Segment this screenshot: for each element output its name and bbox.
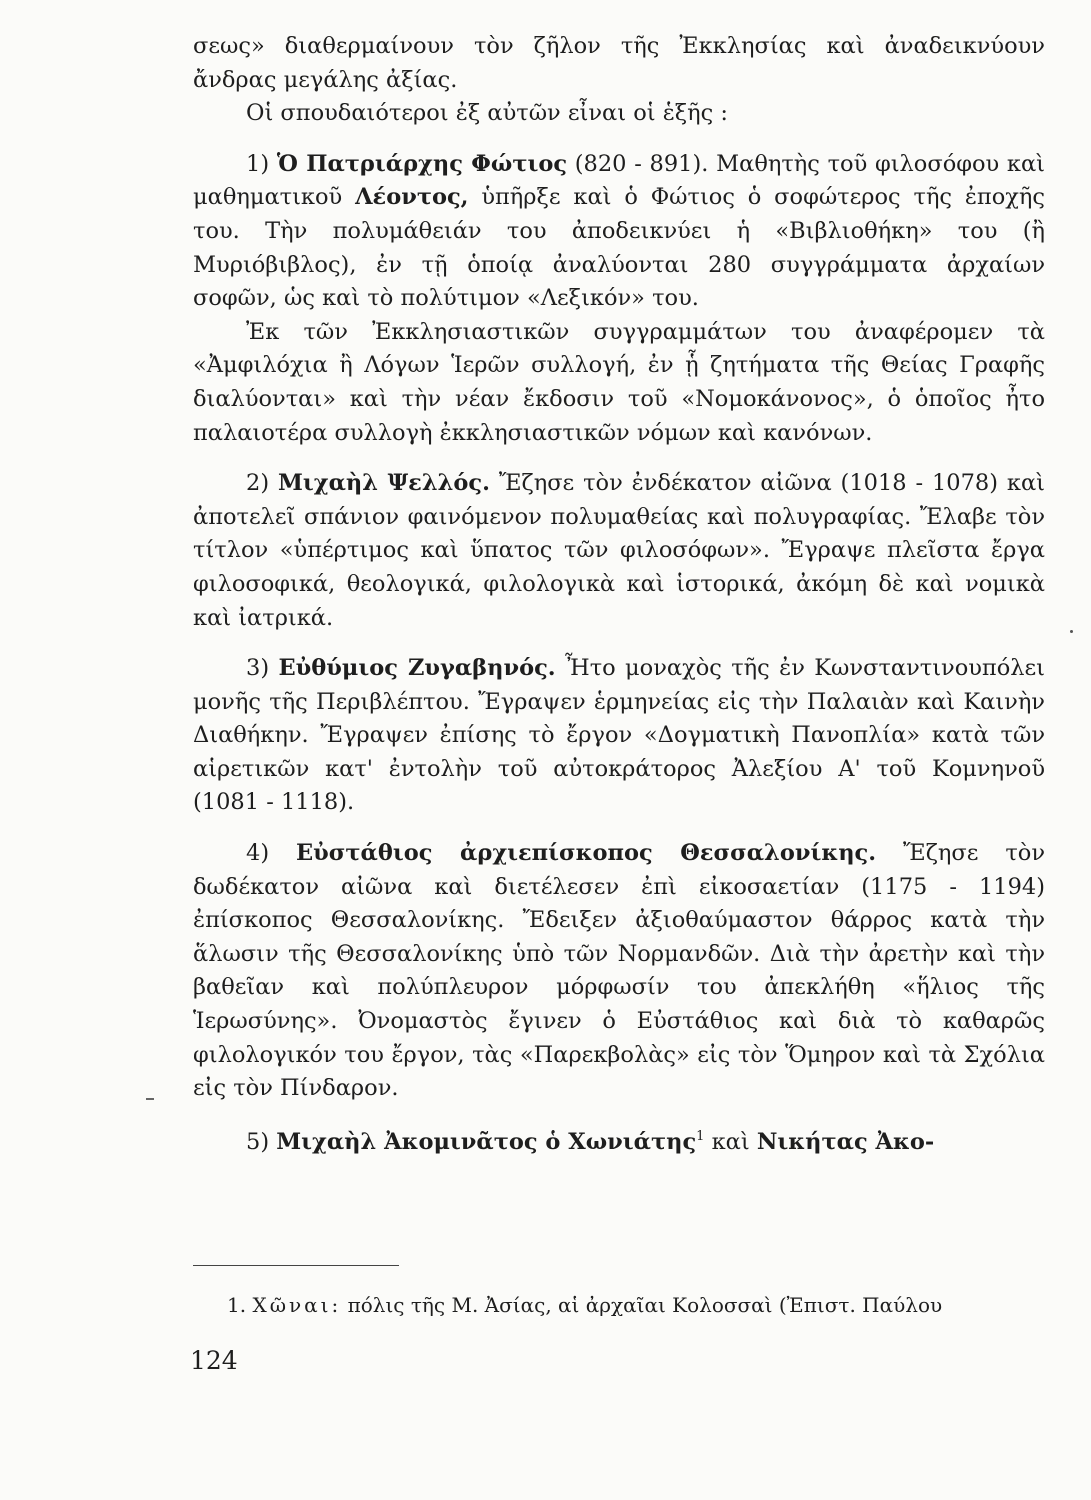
footnote-number: 1. xyxy=(227,1293,253,1317)
paragraph-intro xyxy=(193,97,1045,131)
paragraph-text: ὑπῆρξε καὶ ὁ Φώτιος ὁ σοφώτερος τῆς ἐποχῆς του. Τὴν πολυμάθειάν του ἀποδεικνύει ἡ «Βιβλιοθήκη» του (ἢ Μυριόβιβλος), ἐν τῇ ὁποίᾳ ἀναλύονται 280 συγγράμματα ἀρχαίων σοφῶν, ὡς καὶ τὸ πολύτιμον «Λεξικόν» του. xyxy=(193,184,1045,312)
footnote-marker: 1 xyxy=(696,1128,705,1144)
entry-number: 1) xyxy=(246,150,277,177)
entry-heading: Εὐστάθιος ἀρχιεπίσκοπος Θεσσαλονίκης. xyxy=(296,840,877,867)
body-text xyxy=(193,30,1045,1159)
paragraph-text: Οἱ σπουδαιότεροι ἐξ αὐτῶν εἶναι οἱ ἑξῆς : xyxy=(246,100,728,127)
ink-speck xyxy=(146,1098,154,1100)
entry-heading: Εὐθύμιος Ζυγαβηνός. xyxy=(278,655,556,682)
entry-number: 2) xyxy=(246,470,278,497)
bold-name: Λέοντος, xyxy=(355,184,469,211)
ink-speck xyxy=(1070,630,1073,633)
entry-eustathios xyxy=(193,837,1045,1106)
page-number: 124 xyxy=(190,1346,238,1375)
footnote-term: Χῶναι: xyxy=(252,1293,342,1317)
footnote-divider xyxy=(193,1265,399,1266)
entry-akominatos xyxy=(193,1120,1045,1160)
paragraph-continuation xyxy=(193,30,1045,97)
entry-number: 3) xyxy=(246,655,279,682)
entry-number: 4) xyxy=(246,840,297,867)
entry-photios xyxy=(193,148,1045,316)
paragraph-text: Ἔζησε τὸν ἐνδέκατον αἰῶνα (1018 - 1078) καὶ ἀποτελεῖ σπάνιον φαινόμενον πολυμαθείας καὶ πολυγραφίας. Ἔλαβε τὸν τίτλον «ὑπέρτιμος καὶ ὕπατος τῶν φιλοσόφων». Ἔγραψε πλεῖστα ἔργα φιλοσοφικά, θεολογικά, φιλολογικὰ καὶ ἱστορικά, ἀκόμη δὲ καὶ νομικὰ καὶ ἰατρικά. xyxy=(193,470,1045,631)
paragraph-text: (820 - 891). Μαθητὴς τοῦ φιλοσόφου καὶ μαθηματικοῦ xyxy=(193,150,1046,211)
paragraph-text: σεως» διαθερμαίνουν τὸν ζῆλον τῆς Ἐκκλησίας καὶ ἀναδεικνύουν ἄνδρας μεγάλης ἀξίας. xyxy=(193,33,1045,93)
footnote-text: πόλις τῆς Μ. Ἀσίας, αἱ ἀρχαῖαι Κολοσσαὶ (Ἐπιστ. Παύλου xyxy=(341,1293,943,1317)
paragraph-text: Ἐκ τῶν Ἐκκλησιαστικῶν συγγραμμάτων του ἀναφέρομεν τὰ «Ἀμφιλόχια ἢ Λόγων Ἱερῶν συλλογή, ἐν ᾗ ζητήματα τῆς Θείας Γραφῆς διαλύονται» καὶ τὴν νέαν ἔκδοσιν τοῦ «Νομοκάνονος», ὁ ὁποῖος ἦτο παλαιοτέρα συλλογὴ ἐκκλησιαστικῶν νόμων καὶ κανόνων. xyxy=(193,318,1045,446)
entry-heading: Μιχαὴλ Ψελλός. xyxy=(278,470,490,497)
entry-heading: Ὁ Πατριάρχης Φώτιος xyxy=(276,150,568,177)
paragraph-text: Ἦτο μοναχὸς τῆς ἐν Κωνσταντινουπόλει μονῆς τῆς Περιβλέπτου. Ἔγραψεν ἑρμηνείας εἰς τὴν Παλαιὰν καὶ Καινὴν Διαθήκην. Ἔγραψεν ἐπίσης τὸ ἔργον «Δογματικὴ Πανοπλία» κατὰ τῶν αἱρετικῶν κατ' ἐντολὴν τοῦ αὐτοκράτορος Ἀλεξίου Α' τοῦ Κομνηνοῦ (1081 - 1118). xyxy=(193,655,1046,816)
entry-heading: Μιχαὴλ Ἀκομινᾶτος ὁ Χωνιάτης xyxy=(276,1128,697,1155)
entry-zygabenos xyxy=(193,652,1045,820)
paragraph-photios-works xyxy=(193,316,1045,450)
paragraph-text: Ἔζησε τὸν δωδέκατον αἰῶνα καὶ διετέλεσεν ἐπὶ εἰκοσαετίαν (1175 - 1194) ἐπίσκοπος Θεσσαλονίκης. Ἔδειξεν ἀξιοθαύμαστον θάρρος κατὰ τὴν ἅλωσιν τῆς Θεσσαλονίκης ὑπὸ τῶν Νορμανδῶν. Διὰ τὴν ἀρετὴν καὶ τὴν βαθεῖαν καὶ πολύπλευρον μόρφωσίν του ἀπεκλήθη «ἥλιος τῆς Ἱερωσύνης». Ὀνομαστὸς ἔγινεν ὁ Εὐστάθιος καὶ διὰ τὸ καθαρῶς φιλολογικόν του ἔργον, τὰς «Παρεκβολὰς» εἰς τὸν Ὅμηρον καὶ τὰ Σχόλια εἰς τὸν Πίνδαρον. xyxy=(193,840,1045,1102)
entry-number: 5) xyxy=(246,1128,277,1155)
paragraph-text: καὶ xyxy=(704,1128,757,1155)
footnote xyxy=(227,1291,1045,1319)
entry-heading: Νικήτας Ἀκο- xyxy=(756,1128,935,1155)
entry-psellos xyxy=(193,467,1045,635)
